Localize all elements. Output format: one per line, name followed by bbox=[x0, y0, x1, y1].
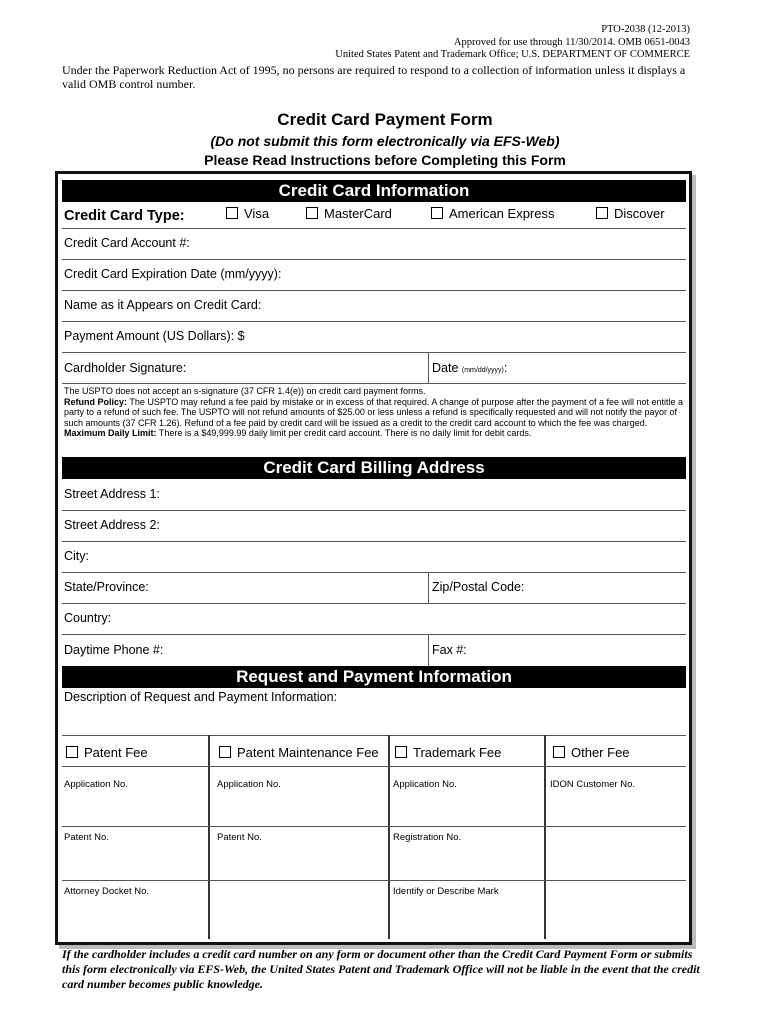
page-title: Credit Card Payment Form bbox=[277, 110, 493, 129]
checkbox-icon[interactable] bbox=[219, 746, 231, 758]
esignature-note: The USPTO does not accept an s-signature (37 CFR 1.4(e)) on credit card payment forms. bbox=[64, 386, 426, 396]
divider bbox=[62, 228, 686, 229]
signature-field[interactable]: Cardholder Signature: bbox=[64, 361, 187, 375]
divider bbox=[62, 510, 686, 511]
liability-footer: If the cardholder includes a credit card number on any form or document other than the Credit Card Payment Form or submits this form electronically via EFS-Web, the United States Patent and Trademark Office will not be liable in the event that the credit card number becomes public knowledge. bbox=[62, 947, 700, 991]
registration-no-field[interactable]: Registration No. bbox=[393, 832, 462, 843]
signature-date-field[interactable]: Date (mm/dd/yyyy): bbox=[432, 361, 508, 375]
divider bbox=[62, 541, 686, 542]
fee-type-other[interactable]: Other Fee bbox=[553, 745, 630, 760]
street-address-2-field[interactable]: Street Address 2: bbox=[64, 518, 160, 532]
divider bbox=[62, 634, 686, 635]
section-heading-billing: Credit Card Billing Address bbox=[62, 457, 686, 479]
state-field[interactable]: State/Province: bbox=[64, 580, 149, 594]
zip-field[interactable]: Zip/Postal Code: bbox=[432, 580, 525, 594]
divider bbox=[62, 735, 686, 736]
fee-type-maintenance[interactable]: Patent Maintenance Fee bbox=[219, 745, 379, 760]
paperwork-notice: Under the Paperwork Reduction Act of 1995, no persons are required to respond to a collection of information unless it displays a valid OMB control number. bbox=[62, 63, 686, 91]
attorney-docket-field[interactable]: Attorney Docket No. bbox=[64, 886, 150, 897]
divider bbox=[62, 826, 686, 827]
form-frame bbox=[55, 171, 692, 945]
name-on-card-field[interactable]: Name as it Appears on Credit Card: bbox=[64, 298, 262, 312]
divider bbox=[428, 634, 429, 666]
checkbox-icon[interactable] bbox=[226, 207, 238, 219]
checkbox-icon[interactable] bbox=[431, 207, 443, 219]
checkbox-icon[interactable] bbox=[395, 746, 407, 758]
divider bbox=[62, 880, 686, 881]
trademark-application-no-field[interactable]: Application No. bbox=[393, 779, 457, 790]
divider bbox=[62, 352, 686, 353]
payment-amount-field[interactable]: Payment Amount (US Dollars): $ bbox=[64, 329, 245, 343]
card-type-mastercard[interactable]: MasterCard bbox=[306, 206, 392, 221]
card-type-amex[interactable]: American Express bbox=[431, 206, 554, 221]
fee-type-patent[interactable]: Patent Fee bbox=[66, 745, 148, 760]
instruction-line: Please Read Instructions before Completing this Form bbox=[204, 152, 566, 168]
divider bbox=[428, 352, 429, 383]
card-type-discover[interactable]: Discover bbox=[596, 206, 665, 221]
section-heading-card-info: Credit Card Information bbox=[62, 180, 686, 202]
divider bbox=[62, 383, 686, 384]
patent-no-field[interactable]: Patent No. bbox=[64, 832, 109, 843]
mark-description-field[interactable]: Identify or Describe Mark bbox=[393, 886, 499, 897]
maintenance-application-no-field[interactable]: Application No. bbox=[217, 779, 281, 790]
idon-customer-no-field[interactable]: IDON Customer No. bbox=[550, 779, 635, 790]
street-address-1-field[interactable]: Street Address 1: bbox=[64, 487, 160, 501]
divider bbox=[62, 572, 686, 573]
checkbox-icon[interactable] bbox=[306, 207, 318, 219]
card-type-visa[interactable]: Visa bbox=[226, 206, 269, 221]
checkbox-icon[interactable] bbox=[596, 207, 608, 219]
divider bbox=[428, 572, 429, 603]
checkbox-icon[interactable] bbox=[553, 746, 565, 758]
divider bbox=[62, 259, 686, 260]
refund-policy: Refund Policy: The USPTO may refund a fee paid by mistake or in excess of that required. A change of purpose after the payment of a fee will not entitle a party to a refund of such fee. The USPTO will not refund amounts of $25.00 or less unless a refund is specifically requested and will not notify the payor of such amounts (37 CFR 1.26). Refund of a fee paid by credit card will be issued as a credit to the credit card account to which the fee was charged. bbox=[64, 396, 684, 428]
divider bbox=[62, 766, 686, 767]
divider bbox=[62, 290, 686, 291]
section-heading-request: Request and Payment Information bbox=[62, 666, 686, 688]
fax-field[interactable]: Fax #: bbox=[432, 643, 467, 657]
phone-field[interactable]: Daytime Phone #: bbox=[64, 643, 164, 657]
account-number-field[interactable]: Credit Card Account #: bbox=[64, 236, 190, 250]
patent-application-no-field[interactable]: Application No. bbox=[64, 779, 128, 790]
daily-limit: Maximum Daily Limit: There is a $49,999.99 daily limit per credit card account. There is no daily limit for debit cards. bbox=[64, 428, 532, 439]
page-subtitle: (Do not submit this form electronically via EFS-Web) bbox=[210, 133, 560, 149]
maintenance-patent-no-field[interactable]: Patent No. bbox=[217, 832, 262, 843]
card-policy-notes bbox=[64, 386, 684, 439]
country-field[interactable]: Country: bbox=[64, 611, 112, 625]
city-field[interactable]: City: bbox=[64, 549, 89, 563]
divider bbox=[62, 321, 686, 322]
omb-approval: Approved for use through 11/30/2014. OMB 0651-0043 bbox=[453, 36, 690, 48]
expiration-date-field[interactable]: Credit Card Expiration Date (mm/yyyy): bbox=[64, 267, 282, 281]
form-number: PTO-2038 (12-2013) bbox=[601, 24, 690, 35]
fee-type-trademark[interactable]: Trademark Fee bbox=[395, 745, 501, 760]
card-type-label: Credit Card Type: bbox=[64, 208, 185, 224]
agency-line: United States Patent and Trademark Office; U.S. DEPARTMENT OF COMMERCE bbox=[335, 49, 690, 60]
divider bbox=[62, 603, 686, 604]
form-header bbox=[335, 24, 690, 62]
checkbox-icon[interactable] bbox=[66, 746, 78, 758]
description-field[interactable]: Description of Request and Payment Information: bbox=[64, 690, 338, 704]
